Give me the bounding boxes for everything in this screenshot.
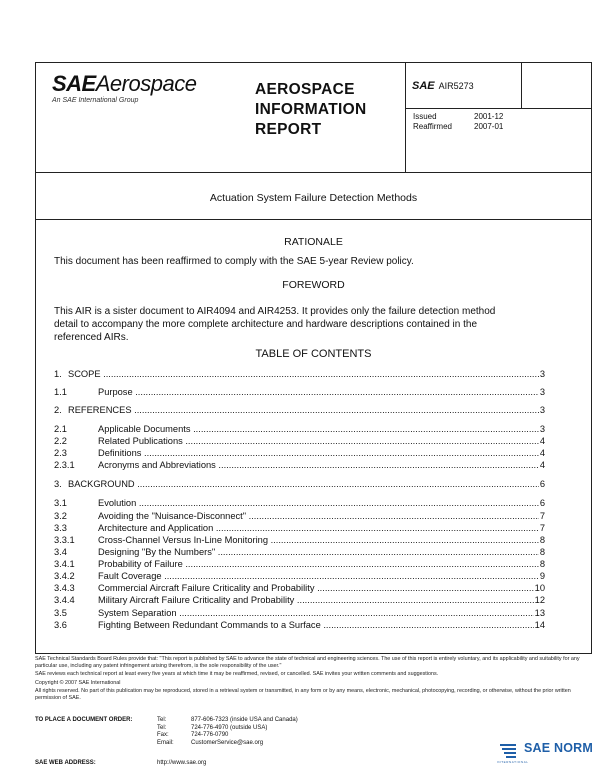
toc-entry[interactable] [54,582,545,593]
toc-entry-number: 3.2 [54,511,67,521]
toc-entry-number: 3.4.1 [54,559,75,569]
web-link[interactable]: http://www.sae.org [157,760,207,766]
brand-name: SAE NORM [524,741,593,755]
toc-entry-number: 3. [54,479,62,489]
toc-entry[interactable] [54,478,545,489]
report-type-line-1: AEROSPACE [255,81,355,98]
toc-entry-title: BACKGROUND ..... [68,479,539,489]
header-divider [35,172,592,173]
rationale-heading: RATIONALE [284,236,343,248]
header-vline-right [521,62,522,108]
toc-entry[interactable] [54,594,545,605]
footer-review: SAE reviews each technical report at least every five years at which time it may be reaffirmed, revised, or cancelled. SAE invites your written comments and suggestions. [35,671,439,678]
document-number [412,80,474,92]
foreword-text [54,305,574,344]
doc-brand: SAE [412,80,435,92]
toc-entry[interactable] [54,619,545,630]
toc-entry[interactable] [54,404,545,415]
toc-entry-page: 8 [539,559,545,569]
toc-entry[interactable] [54,546,545,557]
toc-entry-page: 10 [534,583,545,593]
contact-phone-intl[interactable]: 724-776-4970 (outside USA) [191,724,268,731]
toc-entry-title: Related Publications ..... [98,436,539,446]
footer-copyright: Copyright © 2007 SAE International [35,679,121,686]
toc-entry-number: 3.1 [54,498,67,508]
toc-entry-title: Fault Coverage ..... [98,571,539,581]
toc-entry-page: 3 [539,405,545,415]
toc-entry-title: Designing "By the Numbers" ..... [98,547,539,557]
contact-phone-domestic[interactable]: 877-606-7323 (inside USA and Canada) [191,717,298,723]
toc-entry[interactable] [54,534,545,545]
toc-entry[interactable] [54,435,545,446]
toc-entry-page: 13 [534,608,545,618]
contact-fax: 724-776-0790 [191,732,229,739]
contact-email-link[interactable]: CustomerService@sae.org [191,739,264,746]
toc-entry-title: System Separation ..... [98,608,534,618]
toc-entry-number: 1.1 [54,387,67,397]
toc-entry-title: Applicable Documents ..... [98,424,539,434]
doc-number-value: AIR5273 [438,81,474,91]
toc-heading: TABLE OF CONTENTS [255,348,372,360]
toc-entry-page: 4 [539,448,545,458]
toc-entry-title: Probability of Failure ..... [98,559,539,569]
toc-entry-title: Architecture and Application ..... [98,523,539,533]
toc-entry-number: 2.1 [54,424,67,434]
brand-sub: INTERNATIONAL [497,760,529,764]
toc-entry-title: Avoiding the "Nuisance-Disconnect" ..... [98,511,539,521]
sae-aerospace-logo [52,72,196,104]
foreword-heading: FOREWORD [282,279,345,291]
web-address [35,760,206,766]
toc-entry-page: 9 [539,571,545,581]
footer-rules: SAE Technical Standards Board Rules provide that: "This report is published by SAE to advance the state of technical and engineering sciences. The use of this report is entirely voluntary, and its applicability and suitability for any particular use, including any patent infringement arising therefrom, is the sole responsibility of the user." [35,656,580,670]
toc-entry-title: Acronyms and Abbreviations ..... [98,460,539,470]
report-type [255,80,367,140]
toc-entry-title: Military Aircraft Failure Criticality and Probability ..... [98,595,534,605]
order-contact [35,717,298,747]
toc-entry-page: 7 [539,523,545,533]
toc-entry[interactable] [54,447,545,458]
order-label: TO PLACE A DOCUMENT ORDER: [35,717,133,723]
toc-entry-number: 2. [54,405,62,415]
issued-label: Issued [413,112,437,121]
toc-entry-title: Fighting Between Redundant Commands to a Surface ..... [98,620,534,630]
toc-entry-number: 3.6 [54,620,67,630]
toc-entry-title: SCOPE ..... [68,369,539,379]
toc-entry[interactable] [54,459,545,470]
toc-entry-page: 8 [539,535,545,545]
toc-entry-number: 1. [54,369,62,379]
toc-entry-page: 12 [534,595,545,605]
document-title: Actuation System Failure Detection Methods [209,192,418,204]
header-subdivider [405,108,592,109]
toc-entry-page: 14 [534,620,545,630]
toc-entry[interactable] [54,386,545,397]
toc-entry[interactable] [54,558,545,569]
footer-rights: All rights reserved. No part of this publication may be reproduced, stored in a retrieval system or transmitted, in any form or by any means, electronic, mechanical, photocopying, recording, or otherwise, without the prior written permission of SAE. [35,687,571,702]
report-type-line-2: INFORMATION [255,101,367,118]
issued-value: 2001-12 [474,112,504,121]
toc-entry-number: 3.4.4 [54,595,75,605]
toc-entry-title: Definitions ..... [98,448,539,458]
legal-footer [35,656,592,703]
toc-entry-title: Purpose ..... [98,387,539,397]
web-label: SAE WEB ADDRESS: [35,760,96,766]
toc-entry-number: 3.3 [54,523,67,533]
toc-entry[interactable] [54,423,545,434]
foreword-line-1: This AIR is a sister document to AIR4094 and AIR4253. It provides only the failure detection method [54,306,496,317]
header-vline [405,62,406,172]
toc-entry-title: Commercial Aircraft Failure Criticality and Probability ..... [98,583,534,593]
logo-sae-text: SAE [52,71,96,96]
report-type-line-3: REPORT [255,121,322,138]
toc-entry-number: 2.2 [54,436,67,446]
toc-entry[interactable] [54,368,545,379]
toc-entry-page: 3 [539,424,545,434]
rationale-text: This document has been reaffirmed to comply with the SAE 5-year Review policy. [54,256,414,267]
toc-entry-number: 3.5 [54,608,67,618]
toc-entry-page: 6 [539,479,545,489]
toc-entry-page: 3 [539,369,545,379]
reaffirmed-value: 2007-01 [474,122,504,131]
toc-entry-title: Evolution ..... [98,498,539,508]
toc-entry-number: 2.3 [54,448,67,458]
toc-entry-number: 2.3.1 [54,460,75,470]
toc-entry-page: 3 [539,387,545,397]
toc-entry-page: 4 [539,460,545,470]
contact-key: Fax: [157,732,169,739]
foreword-line-3: referenced AIRs. [54,332,129,343]
toc-entry[interactable] [54,570,545,581]
toc-entry[interactable] [54,607,545,618]
toc-entry[interactable] [54,522,545,533]
toc-entry-page: 7 [539,511,545,521]
logo-tagline: An SAE International Group [52,97,139,104]
toc-entry-page: 4 [539,436,545,446]
contact-key: Tel: [157,724,167,731]
logo-aerospace-text: Aerospace [95,71,197,96]
toc-entry-page: 6 [539,498,545,508]
toc-entry-title: REFERENCES ..... [68,405,539,415]
toc-entry-title: Cross-Channel Versus In-Line Monitoring ..... [98,535,539,545]
title-divider [35,219,592,220]
document-dates [413,112,503,132]
toc-entry[interactable] [54,510,545,521]
contact-key: Email: [157,739,174,746]
toc-entry[interactable] [54,497,545,508]
foreword-line-2: detail to accompany the more complete architecture and hardware descriptions contained in the [54,319,478,330]
toc-entry-number: 3.4 [54,547,67,557]
reaffirmed-label: Reaffirmed [413,122,452,131]
toc-entry-page: 8 [539,547,545,557]
toc-entry-number: 3.4.2 [54,571,75,581]
contact-key: Tel: [157,717,167,723]
toc-entry-number: 3.3.1 [54,535,75,545]
toc-entry-number: 3.4.3 [54,583,75,593]
